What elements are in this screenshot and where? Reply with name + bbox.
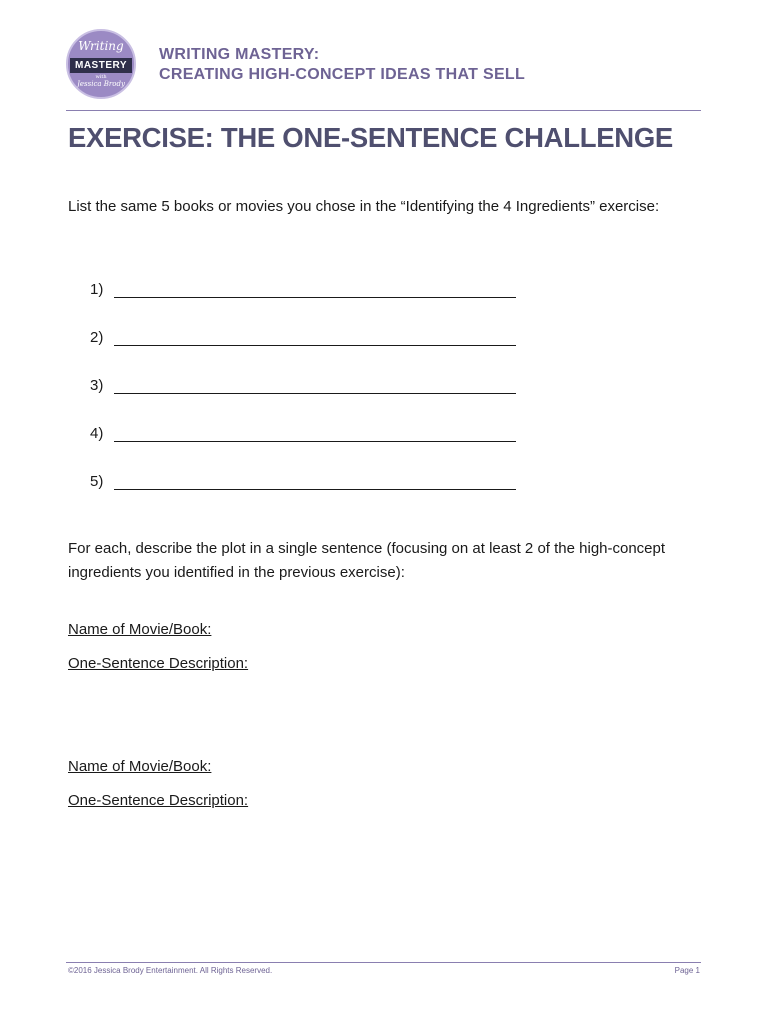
blank-line[interactable] [114,393,516,394]
list-item-number: 1) [90,281,104,298]
footer-copyright: ©2016 Jessica Brody Entertainment. All Rights Reserved. [68,966,273,975]
intro-paragraph: List the same 5 books or movies you chose in the “Identifying the 4 Ingredients” exercise: [68,198,660,215]
instructions-paragraph: For each, describe the plot in a single sentence (focusing on at least 2 of the high-concept ingredients you identified in the previous exercise): [68,540,666,581]
logo-small-text: with [95,74,107,80]
name-of-movie-book-label: Name of Movie/Book: [68,621,212,638]
name-of-movie-book-label: Name of Movie/Book: [68,758,212,775]
header-line-2: CREATING HIGH-CONCEPT IDEAS THAT SELL [159,66,526,83]
list-item-number: 3) [90,377,104,394]
writing-mastery-logo [66,29,136,99]
blank-line[interactable] [114,441,516,442]
footer-divider [66,962,701,963]
list-item-number: 2) [90,329,104,346]
blank-line[interactable] [114,489,516,490]
header-line-1: WRITING MASTERY: [159,46,320,63]
blank-line[interactable] [114,345,516,346]
one-sentence-description-label: One-Sentence Description: [68,655,249,672]
page-title: EXERCISE: THE ONE-SENTENCE CHALLENGE [68,122,673,153]
header-divider [66,110,701,111]
logo-signature: Jessica Brody [77,80,125,88]
list-item-number: 5) [90,473,104,490]
blank-line[interactable] [114,297,516,298]
logo-top-text: Writing [78,39,124,53]
one-sentence-description-label: One-Sentence Description: [68,792,249,809]
footer-page-number: Page 1 [674,966,700,975]
logo-band-text: MASTERY [70,58,132,73]
list-item-number: 4) [90,425,104,442]
